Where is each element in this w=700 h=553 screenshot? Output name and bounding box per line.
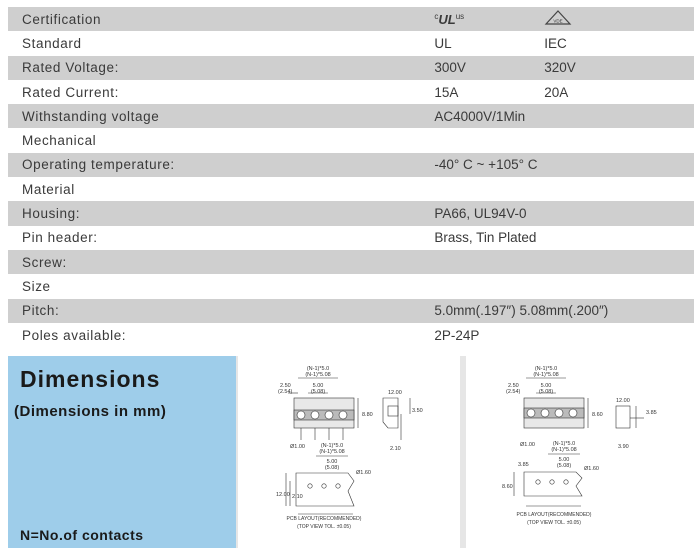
svg-text:12.00: 12.00: [616, 398, 630, 404]
svg-text:2.50: 2.50: [280, 383, 291, 389]
svg-text:2.10: 2.10: [390, 446, 401, 452]
drawing-panel-1: [238, 356, 460, 548]
svg-text:(N-1)*5.08: (N-1)*5.08: [305, 372, 331, 378]
svg-text:(N-1)*5.08: (N-1)*5.08: [533, 372, 559, 378]
svg-text:12.00: 12.00: [276, 492, 290, 498]
spec-row-withstanding-voltage: Withstanding voltage AC4000V/1Min: [8, 104, 694, 128]
spec-row-material: Material: [22, 181, 75, 197]
svg-text:5.00: 5.00: [558, 457, 570, 463]
dimensions-subtitle: (Dimensions in mm): [14, 403, 167, 420]
spec-row-housing: Housing: PA66, UL94V-0: [8, 201, 694, 225]
svg-text:3.90: 3.90: [618, 444, 629, 450]
spec-row-standard: Standard UL IEC: [22, 35, 567, 51]
specification-table: [8, 7, 694, 347]
dimensions-title: Dimensions: [20, 366, 161, 392]
ul-logo: $^cUL^{us}$: [434, 11, 465, 27]
svg-text:(TOP VIEW TOL. ±0.05): (TOP VIEW TOL. ±0.05): [297, 524, 351, 530]
svg-text:(N-1)*5.0: (N-1)*5.0: [552, 441, 576, 447]
spec-row-pitch: Pitch: 5.0mm(.197″) 5.08mm(.200″): [8, 299, 694, 323]
svg-text:(N-1)*5.08: (N-1)*5.08: [551, 447, 577, 453]
dimensions-header-panel: [8, 356, 236, 548]
svg-text:Ø1.60: Ø1.60: [584, 466, 599, 472]
svg-text:5.00: 5.00: [540, 383, 552, 389]
spec-row-screw: Screw:: [8, 250, 694, 274]
svg-text:Ø1.60: Ø1.60: [356, 470, 371, 476]
spec-row-poles-available: Poles available: 2P-24P: [22, 327, 480, 343]
svg-text:(N-1)*5.08: (N-1)*5.08: [319, 449, 345, 455]
svg-text:5.00: 5.00: [326, 459, 338, 465]
svg-text:PCB LAYOUT(RECOMMENDED): PCB LAYOUT(RECOMMENDED): [286, 516, 362, 522]
svg-text:5.00: 5.00: [312, 383, 324, 389]
spec-label: Certification: [22, 11, 102, 27]
svg-text:(5.08): (5.08): [538, 389, 554, 395]
svg-text:(TOP VIEW TOL. ±0.05): (TOP VIEW TOL. ±0.05): [527, 520, 581, 526]
svg-text:3.85: 3.85: [646, 410, 657, 416]
svg-text:3.50: 3.50: [412, 408, 423, 414]
technical-drawing-1: [238, 356, 460, 548]
contacts-note: N=No.of contacts: [20, 527, 144, 543]
technical-drawing-2: [466, 356, 694, 548]
svg-text:(2.54): (2.54): [278, 389, 293, 395]
spec-row-pin-header: Pin header: Brass, Tin Plated: [22, 230, 537, 246]
svg-text:3.85: 3.85: [518, 462, 529, 468]
svg-text:2.10: 2.10: [292, 494, 303, 500]
svg-text:PCB LAYOUT(RECOMMENDED): PCB LAYOUT(RECOMMENDED): [516, 512, 592, 518]
spec-row-operating-temperature: Operating temperature: -40° C ~ +105° C: [8, 153, 694, 177]
svg-text:8.60: 8.60: [502, 484, 513, 490]
svg-text:VDE: VDE: [553, 18, 563, 24]
svg-text:(5.08): (5.08): [310, 389, 326, 395]
spec-row-certification: [8, 7, 694, 31]
svg-text:Ø1.00: Ø1.00: [290, 444, 305, 450]
spec-row-rated-current: Rated Current: 15A 20A: [22, 84, 569, 100]
svg-text:(N-1)*5.0: (N-1)*5.0: [320, 443, 344, 449]
dimensions-section: [8, 356, 694, 548]
svg-text:(N-1)*5.0: (N-1)*5.0: [306, 366, 330, 372]
drawing-panel-2: [466, 356, 694, 548]
spec-row-rated-voltage: Rated Voltage: 300V 320V: [8, 56, 694, 80]
svg-text:8.60: 8.60: [592, 412, 603, 418]
svg-text:12.00: 12.00: [388, 390, 402, 396]
svg-text:Ø1.00: Ø1.00: [520, 442, 535, 448]
svg-text:(N-1)*5.0: (N-1)*5.0: [534, 366, 558, 372]
vde-logo: [544, 10, 694, 29]
svg-text:(5.08): (5.08): [324, 465, 340, 471]
svg-text:(5.08): (5.08): [556, 463, 572, 469]
svg-text:(2.54): (2.54): [506, 389, 521, 395]
spec-row-mechanical: Mechanical: [22, 133, 97, 149]
svg-text:2.50: 2.50: [508, 383, 519, 389]
spec-row-size: Size: [22, 278, 51, 294]
svg-text:8.80: 8.80: [362, 412, 373, 418]
